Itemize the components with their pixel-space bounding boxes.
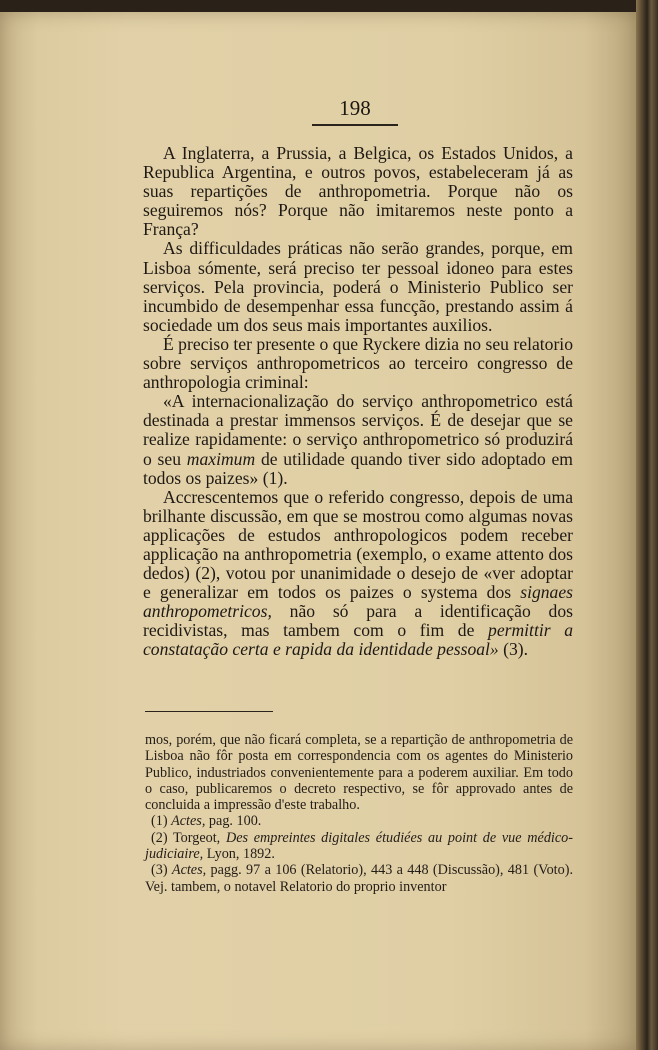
footnotes: [145, 732, 573, 895]
page-number: 198: [339, 96, 371, 120]
footnote-text: Torgeot,: [167, 829, 226, 846]
paragraph: É preciso ter presente o que Ryckere dizia no seu relatorio sobre serviços anthropometricos ao terceiro congresso de anthropologia criminal:: [143, 333, 573, 393]
footnote-marker: (3): [151, 862, 168, 879]
footnote-text: Lyon, 1892.: [203, 846, 275, 863]
paragraph-emphasis: permittir a constatação certa e rapida da identidade pessoal»: [143, 620, 573, 660]
header-rule: [312, 124, 398, 126]
paragraph-emphasis: signaes anthropometricos,: [143, 582, 573, 622]
paragraph-text: (3).: [498, 639, 529, 660]
footnote-continuation: mos, porém, que não ficará completa, se a repartição de anthropometria de Lisboa não fôr posta em correspondencia com os agentes do Ministerio Publico, industriados convenientemente para a poderem auxiliar. Em todo o caso, publicaremos o decreto respectivo, se fôr approvado antes de concluida a impressão d'este trabalho.: [145, 732, 573, 814]
quote-text: «A internacionalização do serviço anthropometrico está destinada a prestar immensos serviços. É de desejar que se realize rapidamente: o serviço anthropometrico só produzirá o seu: [143, 391, 573, 469]
main-text: [143, 144, 573, 660]
footnote-title: Actes,: [171, 813, 206, 830]
footnote-rule: [145, 711, 273, 712]
paragraph: A Inglaterra, a Prussia, a Belgica, os Estados Unidos, a Republica Argentina, e outros povos, estabeleceram já as suas repartições de anthropometria. Porque não os seguiremos nós? Porque não imitaremos neste ponto a França?: [143, 143, 573, 240]
footnote-title: Actes,: [171, 862, 207, 879]
footnote-text: pag. 100.: [205, 813, 262, 830]
footnote-marker: (2): [151, 829, 168, 846]
footnote: [145, 862, 573, 895]
footnote-title: Des empreintes digitales étudiées au point de vue médico-judiciaire,: [145, 829, 573, 863]
quotation-paragraph: [143, 392, 573, 487]
quote-text: de utilidade quando tiver sido adoptado em todos os paizes» (1).: [143, 448, 573, 488]
paragraph-text: não só para a identificação dos recidivistas, mas tambem com o fim de: [143, 601, 573, 641]
book-spine-edge: [636, 0, 658, 1050]
footnote: [145, 830, 573, 863]
paragraph: [143, 488, 573, 660]
footnote-marker: (1): [151, 813, 168, 830]
quote-emphasis: maximum: [186, 448, 256, 469]
footnote-text: pagg. 97 a 106 (Relatorio), 443 a 448 (Discussão), 481 (Voto). Vej. tambem, o notavel Relatorio do proprio inventor: [145, 862, 573, 895]
paragraph: As difficuldades práticas não serão grandes, porque, em Lisboa sómente, será preciso ter pessoal idoneo para estes serviços. Pela provincia, poderá o Ministerio Publico ser incumbido de desempenhar essa funcção, prestando assim á sociedade um dos seus mais importantes auxilios.: [143, 238, 573, 335]
paragraph-text: Accrescentemos que o referido congresso, depois de uma brilhante discussão, em que se mostrou como algumas novas applicações de estudos anthropologicos podem receber applicação na anthropometria (exemplo, o exame attento dos dedos) (2), votou por unanimidade o desejo de «ver adoptar e generalizar em todos os paizes o systema dos: [143, 486, 573, 603]
footnote: [145, 813, 573, 829]
